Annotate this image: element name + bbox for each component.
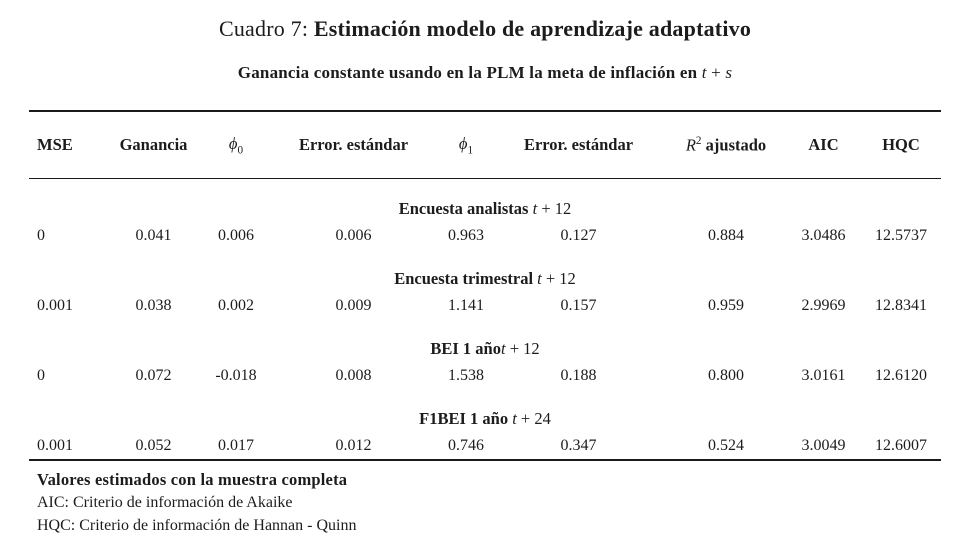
section-title xyxy=(29,406,941,432)
header-cell-ganancia xyxy=(101,135,206,155)
section-encuesta-trimestral xyxy=(29,249,941,319)
estimation-table xyxy=(29,110,941,537)
header-cell-aic xyxy=(786,135,861,155)
section-title-text: Encuesta trimestral xyxy=(394,269,538,288)
section-encuesta-analistas xyxy=(29,179,941,249)
value-cell-r2: 0.800 xyxy=(708,367,744,384)
value-cell-phi0: 0.017 xyxy=(218,437,254,454)
value-cell-mse: 0.001 xyxy=(37,437,73,454)
section-title-math-rest: + 12 xyxy=(541,269,576,288)
header-cell-phi1 xyxy=(441,134,491,156)
subtitle-math-var2: s xyxy=(725,63,733,82)
value-cell-error2: 0.347 xyxy=(560,437,597,454)
value-cell-ganancia: 0.038 xyxy=(135,297,172,314)
table-header-row xyxy=(29,112,941,178)
caption-prefix: Cuadro 7: xyxy=(218,16,314,41)
r-superscript: 2 xyxy=(695,134,702,147)
footnote-sample: Valores estimados con la muestra completa xyxy=(37,470,348,489)
value-cell-phi0: 0.006 xyxy=(218,227,254,244)
table-row xyxy=(29,362,941,389)
header-label: Error. estándar xyxy=(523,135,634,154)
phi-symbol: ϕ xyxy=(228,133,238,153)
subtitle-math-var1: t xyxy=(701,63,707,82)
value-cell-aic: 3.0161 xyxy=(801,367,846,384)
value-cell-r2: 0.884 xyxy=(708,227,744,244)
value-cell-error2: 0.188 xyxy=(560,367,597,384)
value-cell-error1: 0.008 xyxy=(335,367,372,384)
value-cell-r2: 0.959 xyxy=(708,297,744,314)
value-cell-mse: 0.001 xyxy=(37,297,73,314)
section-f1bei-1-ano xyxy=(29,389,941,459)
header-cell-phi0 xyxy=(206,134,266,156)
value-cell-phi1: 0.963 xyxy=(448,227,484,244)
footnote-hqc: HQC: Criterio de información de Hannan - Quinn xyxy=(37,517,357,534)
value-cell-hqc: 12.5737 xyxy=(875,227,927,244)
header-label: AIC xyxy=(808,135,839,154)
section-title-math-rest: + 12 xyxy=(537,199,572,218)
header-label: HQC xyxy=(882,135,920,154)
value-cell-ganancia: 0.072 xyxy=(135,367,172,384)
section-title-math-var: t xyxy=(537,269,542,288)
section-title-text: Encuesta analistas xyxy=(398,199,533,218)
value-cell-phi1: 1.538 xyxy=(448,367,484,384)
value-cell-phi0: -0.018 xyxy=(215,367,257,384)
value-cell-phi1: 1.141 xyxy=(448,297,484,314)
value-cell-hqc: 12.6007 xyxy=(875,437,927,454)
phi-subscript: 0 xyxy=(237,144,244,157)
section-title-math-var: t xyxy=(512,409,517,428)
subtitle-text: Ganancia constante usando en la PLM la meta de inflación en xyxy=(237,63,702,82)
value-cell-mse: 0 xyxy=(37,367,45,384)
section-title-math-rest: + 12 xyxy=(505,339,540,358)
value-cell-error1: 0.012 xyxy=(335,437,372,454)
phi-subscript: 1 xyxy=(467,144,474,157)
value-cell-hqc: 12.6120 xyxy=(875,367,927,384)
header-cell-r2-ajustado xyxy=(666,135,786,156)
value-cell-error1: 0.009 xyxy=(335,297,372,314)
section-title xyxy=(29,266,941,292)
header-cell-error-estandar-2 xyxy=(491,135,666,155)
header-cell-hqc xyxy=(861,135,941,155)
section-title-text: F1BEI 1 año xyxy=(419,409,513,428)
section-title xyxy=(29,196,941,222)
footnote-aic: AIC: Criterio de información de Akaike xyxy=(37,494,293,511)
value-cell-hqc: 12.8341 xyxy=(875,297,927,314)
section-title xyxy=(29,336,941,362)
section-title-math-var: t xyxy=(500,339,506,358)
table-subtitle xyxy=(0,63,970,83)
value-cell-error1: 0.006 xyxy=(335,227,372,244)
section-title-math-var: t xyxy=(532,199,538,218)
table-row xyxy=(29,222,941,249)
value-cell-mse: 0 xyxy=(37,227,45,244)
section-title-text: BEI 1 año xyxy=(430,339,501,358)
subtitle-math-plus: + xyxy=(706,63,726,82)
table-row xyxy=(29,292,941,319)
caption-title: Estimación modelo de aprendizaje adaptativo xyxy=(313,16,752,41)
value-cell-ganancia: 0.041 xyxy=(135,227,172,244)
table-caption xyxy=(0,0,970,42)
phi-symbol: ϕ xyxy=(458,133,468,153)
table-footnotes xyxy=(29,461,941,537)
value-cell-error2: 0.157 xyxy=(560,297,597,314)
section-title-math-rest: + 24 xyxy=(516,409,551,428)
value-cell-aic: 3.0486 xyxy=(801,227,846,244)
value-cell-r2: 0.524 xyxy=(708,437,744,454)
value-cell-error2: 0.127 xyxy=(560,227,597,244)
value-cell-phi0: 0.002 xyxy=(218,297,254,314)
header-label: Ganancia xyxy=(119,135,188,154)
section-bei-1-ano xyxy=(29,319,941,389)
header-label: ajustado xyxy=(701,135,767,155)
r-symbol: R xyxy=(685,135,696,155)
header-label: MSE xyxy=(37,135,73,154)
header-cell-mse xyxy=(29,135,101,155)
value-cell-aic: 3.0049 xyxy=(801,437,846,454)
table-row xyxy=(29,432,941,459)
header-cell-error-estandar-1 xyxy=(266,135,441,155)
value-cell-aic: 2.9969 xyxy=(801,297,846,314)
value-cell-ganancia: 0.052 xyxy=(135,437,172,454)
header-label: Error. estándar xyxy=(298,135,409,154)
value-cell-phi1: 0.746 xyxy=(448,437,484,454)
